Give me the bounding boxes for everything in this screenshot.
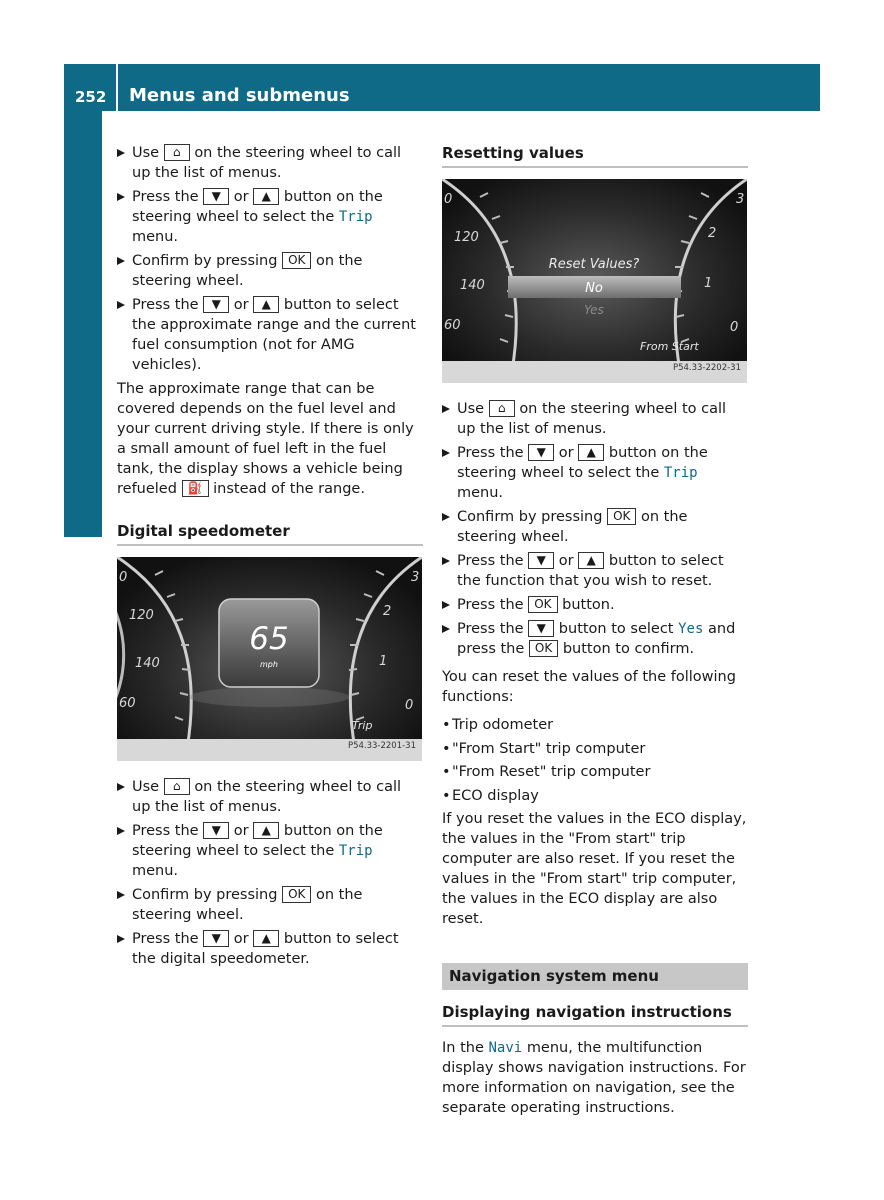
down-key-icon: ▼ <box>528 552 554 569</box>
right-column <box>442 143 748 1126</box>
step-item: Confirm by pressing OK on the steering wheel. <box>117 885 423 925</box>
reset-display-graphic <box>442 179 747 383</box>
list-item: • Trip odometer <box>442 715 748 735</box>
section-heading: Resetting values <box>442 143 748 168</box>
svg-text:140: 140 <box>460 278 485 293</box>
svg-text:60: 60 <box>119 696 136 711</box>
digital-speedometer-figure <box>117 557 422 761</box>
yes-option-name: Yes <box>678 621 704 637</box>
navi-menu-name: Navi <box>488 1040 523 1056</box>
up-key-icon: ▲ <box>253 296 279 313</box>
refuel-icon: ⛽ <box>182 480 209 497</box>
reset-option-no: No <box>585 281 603 296</box>
up-key-icon: ▲ <box>578 552 604 569</box>
step-item: Press the ▼ or ▲ button on the steering wheel to select the Trip menu. <box>442 443 748 503</box>
step-item: Use ⌂ on the steering wheel to call up the list of menus. <box>117 777 423 817</box>
step-item: Confirm by pressing OK on the steering wheel. <box>442 507 748 547</box>
svg-text:0: 0 <box>119 570 128 585</box>
figure-reference: P54.33-2202-31 <box>672 363 741 373</box>
trip-menu-name: Trip <box>338 209 373 225</box>
from-start-label: From Start <box>640 340 699 353</box>
svg-text:3: 3 <box>411 570 420 585</box>
up-key-icon: ▲ <box>253 822 279 839</box>
step-item: Press the ▼ or ▲ button to select the function that you wish to reset. <box>442 551 748 591</box>
speedometer-display-graphic <box>117 557 422 761</box>
step-item: Press the OK button. <box>442 595 748 615</box>
svg-text:1: 1 <box>379 654 388 669</box>
range-paragraph: The approximate range that can be covered depends on the fuel level and your current driving style. If there is only a small amount of fuel left in the fuel tank, the display shows a vehicle being refueled ⛽ instead of the range. <box>117 381 414 497</box>
section-banner: Navigation system menu <box>442 963 748 990</box>
home-key-icon: ⌂ <box>164 778 190 795</box>
trip-menu-name: Trip <box>338 843 373 859</box>
svg-text:3: 3 <box>736 192 745 207</box>
left-column <box>117 143 423 973</box>
navigation-paragraph: In the Navi menu, the multifunction display shows navigation instructions. For more information on navigation, see the separate operating instructions. <box>442 1040 746 1116</box>
ok-key-icon: OK <box>282 886 311 903</box>
section-heading: Displaying navigation instructions <box>442 1002 748 1027</box>
svg-text:0: 0 <box>730 320 739 335</box>
svg-text:2: 2 <box>708 226 717 241</box>
chapter-label: On-board computer and displays <box>71 147 92 488</box>
reset-values-figure <box>442 179 747 383</box>
ok-key-icon: OK <box>282 252 311 269</box>
up-key-icon: ▲ <box>253 930 279 947</box>
step-item: Press the ▼ or ▲ button to select the digital speedometer. <box>117 929 423 969</box>
down-key-icon: ▼ <box>203 296 229 313</box>
up-key-icon: ▲ <box>253 188 279 205</box>
ok-key-icon: OK <box>529 640 558 657</box>
svg-text:140: 140 <box>135 656 160 671</box>
down-key-icon: ▼ <box>528 444 554 461</box>
step-item: Press the ▼ or ▲ button on the steering wheel to select the Trip menu. <box>117 821 423 881</box>
svg-text:0: 0 <box>444 192 453 207</box>
down-key-icon: ▼ <box>528 620 554 637</box>
speed-value: 65 <box>249 621 289 657</box>
home-key-icon: ⌂ <box>489 400 515 417</box>
page-header <box>64 64 820 111</box>
trip-menu-name: Trip <box>663 465 698 481</box>
list-item: • "From Reset" trip computer <box>442 762 748 782</box>
page-number: 252 <box>75 88 107 106</box>
reset-option-yes: Yes <box>584 303 604 317</box>
down-key-icon: ▼ <box>203 822 229 839</box>
section-heading: Digital speedometer <box>117 521 423 546</box>
figure-reference: P54.33-2201-31 <box>347 741 416 751</box>
reset-intro: You can reset the values of the following functions: <box>442 669 736 705</box>
list-item: • ECO display <box>442 786 748 806</box>
step-item: Use ⌂ on the steering wheel to call up the list of menus. <box>442 399 748 439</box>
step-item: Confirm by pressing OK on the steering wheel. <box>117 251 423 291</box>
down-key-icon: ▼ <box>203 930 229 947</box>
svg-text:1: 1 <box>704 276 713 291</box>
svg-text:60: 60 <box>444 318 461 333</box>
reset-question: Reset Values? <box>548 257 640 272</box>
ok-key-icon: OK <box>528 596 557 613</box>
svg-text:0: 0 <box>405 698 414 713</box>
svg-text:2: 2 <box>383 604 392 619</box>
up-key-icon: ▲ <box>578 444 604 461</box>
step-item: Press the ▼ button to select Yes and press the OK button to confirm. <box>442 619 748 659</box>
header-divider <box>116 64 118 111</box>
speed-unit: mph <box>260 660 278 669</box>
list-item: • "From Start" trip computer <box>442 739 748 759</box>
trip-mode-label: Trip <box>352 719 373 732</box>
page-title: Menus and submenus <box>129 85 350 106</box>
step-item: Press the ▼ or ▲ button on the steering wheel to select the Trip menu. <box>117 187 423 247</box>
reset-paragraph: If you reset the values in the ECO display, the values in the "From start" trip computer are also reset. If you reset the values in the "From start" trip computer, the values in the ECO display are also reset. <box>442 811 747 927</box>
step-item: Press the ▼ or ▲ button to select the approximate range and the current fuel consumption (not for AMG vehicles). <box>117 295 423 375</box>
step-item: Use ⌂ on the steering wheel to call up the list of menus. <box>117 143 423 183</box>
down-key-icon: ▼ <box>203 188 229 205</box>
svg-text:120: 120 <box>454 230 479 245</box>
ok-key-icon: OK <box>607 508 636 525</box>
home-key-icon: ⌂ <box>164 144 190 161</box>
svg-text:120: 120 <box>129 608 154 623</box>
